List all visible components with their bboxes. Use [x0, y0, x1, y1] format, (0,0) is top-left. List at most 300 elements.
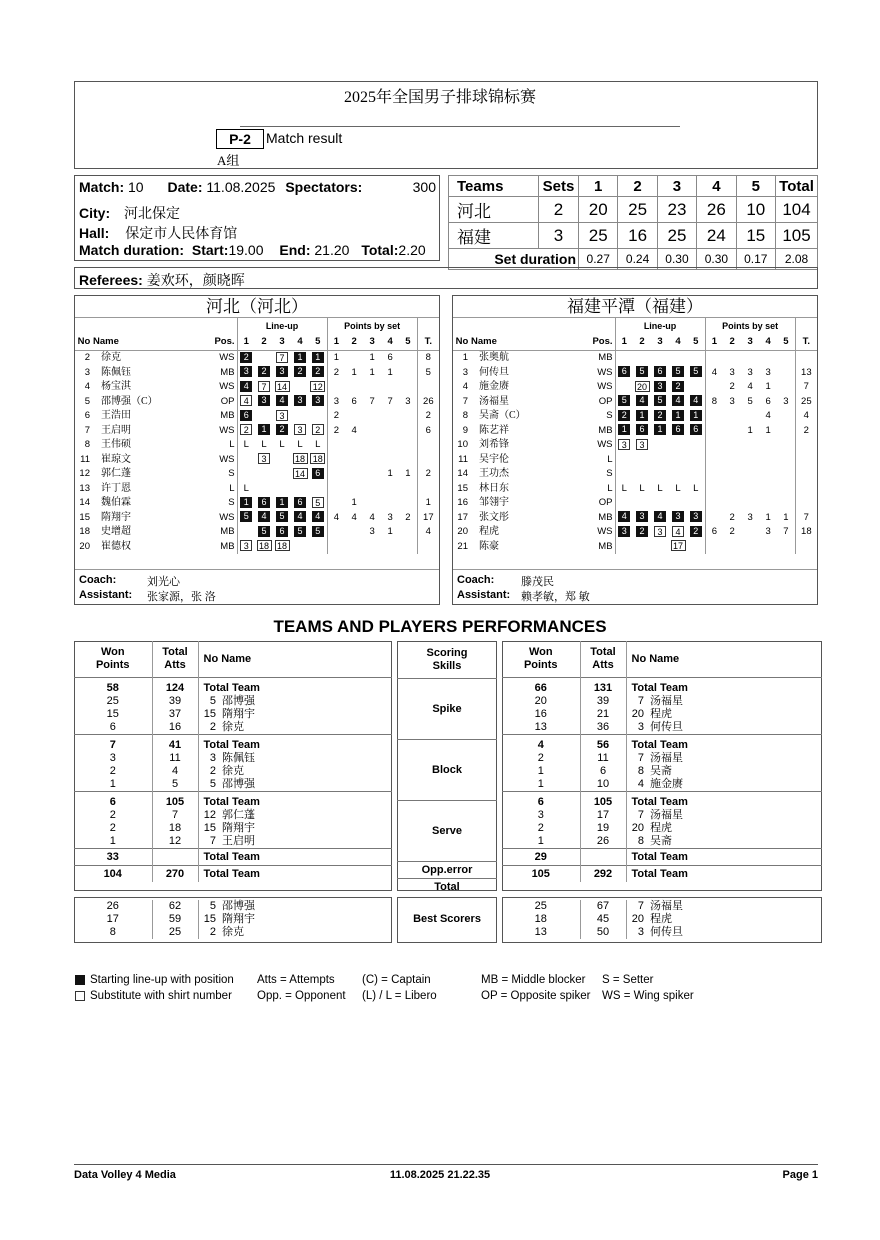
score-table-wrap [448, 175, 818, 270]
total-team-label: Total Team [631, 682, 688, 694]
starting-position-marker: 3 [312, 395, 324, 406]
player-name: 程虎 [650, 822, 672, 834]
skill-player-row [502, 809, 822, 822]
player-position: S [228, 468, 235, 479]
score-set-points: 25 [579, 223, 618, 249]
player-row [75, 496, 439, 511]
total-atts: 25 [152, 926, 198, 939]
starting-position-marker: 5 [258, 526, 270, 537]
spectators-label: Spectators: [285, 179, 363, 195]
lineup-cell [237, 540, 255, 555]
points-cell [741, 409, 759, 424]
total-atts: 4 [152, 765, 198, 778]
col-lineup-set: 5 [315, 335, 321, 347]
player-row [75, 525, 439, 540]
player-name: 郭仁蓬 [222, 809, 255, 821]
player-position: S [606, 410, 613, 421]
skill-label: Block [397, 740, 497, 801]
lineup-cell [615, 395, 633, 410]
coach-name: 刘光心 [147, 576, 180, 588]
set-duration: 0.30 [657, 249, 696, 270]
points-cell [777, 380, 795, 395]
lineup-cell [651, 511, 669, 526]
player-name: 魏伯霖 [101, 497, 131, 508]
col-no: No [455, 335, 469, 347]
player-row [75, 540, 439, 555]
points-cell [777, 438, 795, 453]
starting-position-marker: 6 [312, 468, 324, 479]
best-scorers-table-b [502, 900, 822, 939]
won-points: 3 [537, 809, 544, 821]
player-name: 史增超 [101, 526, 131, 537]
lineup-cell [615, 482, 633, 497]
legend-atts: Atts = Attempts [257, 974, 335, 986]
lineup-cell [273, 482, 291, 497]
player-number: 2 [209, 926, 216, 938]
player-number: 5 [209, 900, 216, 912]
lineup-cell [237, 438, 255, 453]
starting-position-marker: 2 [294, 366, 306, 377]
player-row [453, 540, 817, 555]
player-number: 2 [209, 721, 216, 733]
skill-total-row [502, 792, 822, 810]
player-total [417, 438, 439, 453]
points-cell [345, 351, 363, 366]
hall-value: 保定市人民体育馆 [125, 227, 238, 242]
score-header-total: Total [776, 176, 818, 197]
player-number: 9 [462, 424, 468, 436]
lineup-cell [237, 395, 255, 410]
player-name: 王伟硕 [101, 439, 131, 450]
score-set-points: 15 [736, 223, 775, 249]
player-name: 施金赓 [650, 778, 683, 790]
substitute-marker: 7 [258, 381, 270, 392]
points-cell: 4 [351, 511, 357, 523]
legend-s: S = Setter [602, 974, 654, 986]
player-position: OP [220, 395, 235, 407]
points-cell: 7 [369, 395, 375, 407]
substitute-marker: 20 [635, 381, 650, 392]
lineup-cell [615, 511, 633, 526]
roster-spacer [75, 318, 237, 334]
substitute-marker: 18 [257, 540, 272, 551]
empty-square-icon [75, 991, 85, 1001]
starting-position-marker: 2 [654, 410, 666, 421]
substitute-marker: 3 [258, 453, 270, 464]
player-name: 王启明 [101, 424, 131, 436]
won-points: 18 [534, 913, 547, 925]
player-name: 王功杰 [479, 468, 509, 479]
no-name-header: No Name [203, 652, 252, 665]
points-cell: 1 [765, 511, 771, 523]
player-position: S [228, 497, 235, 508]
points-cell: 1 [747, 424, 753, 436]
lineup-cell [669, 482, 687, 497]
won-points: 104 [103, 867, 122, 880]
points-cell [327, 482, 345, 497]
won-points: 25 [106, 695, 119, 707]
points-cell: 1 [351, 497, 357, 508]
starting-position-marker: 3 [636, 511, 648, 522]
points-cell: 1 [387, 366, 393, 378]
points-cell [777, 540, 795, 555]
player-position: WS [219, 381, 235, 392]
legend-text: Starting line-up with position [90, 974, 234, 986]
player-name: 何传旦 [650, 721, 683, 733]
total-atts: 7 [152, 809, 198, 822]
player-name: 王启明 [222, 835, 255, 847]
substitute-marker: 18 [293, 453, 308, 464]
points-cell [327, 380, 345, 395]
player-name: 陈佩钰 [101, 366, 131, 378]
total-atts: 26 [580, 835, 626, 849]
points-cell: 1 [765, 381, 771, 392]
player-name: 杨宝淇 [101, 381, 131, 392]
opp-error-label: Opp.error [397, 862, 497, 879]
points-cell: 3 [765, 366, 771, 378]
lineup-cell [615, 366, 633, 381]
player-number: 3 [84, 366, 90, 378]
player-row [75, 467, 439, 482]
starting-position-marker: 1 [618, 424, 630, 435]
total-atts: 11 [152, 752, 198, 765]
performance-table [502, 641, 822, 882]
player-number: 17 [457, 511, 468, 523]
player-position: S [606, 468, 613, 479]
player-row [75, 366, 439, 381]
lineup-cell [291, 540, 309, 555]
lineup-cell [255, 424, 273, 439]
lineup-cell [255, 409, 273, 424]
starting-position-marker: 1 [258, 424, 270, 435]
lineup-cell [687, 424, 705, 439]
team-a-roster-panel [74, 295, 440, 605]
lineup-cell [273, 380, 291, 395]
lineup-cell [651, 482, 669, 497]
city-value: 河北保定 [124, 207, 181, 222]
points-cell [759, 496, 777, 511]
points-cell [363, 496, 381, 511]
player-number: 7 [84, 424, 90, 436]
won-points: 2 [109, 822, 116, 834]
player-total: 2 [417, 409, 439, 424]
lineup-header: Line-up [615, 318, 705, 334]
player-row [75, 482, 439, 497]
starting-position-marker: 3 [654, 381, 666, 392]
total-team-label: Total Team [203, 796, 260, 808]
footer-page: Page 1 [782, 1169, 818, 1181]
score-sets-won: 3 [539, 223, 579, 249]
lineup-cell [687, 453, 705, 468]
score-header-set1: 1 [579, 176, 618, 197]
lineup-cell [669, 409, 687, 424]
player-total [795, 453, 817, 468]
starting-position-marker: 5 [276, 511, 288, 522]
points-cell [723, 409, 741, 424]
starting-position-marker: 4 [294, 511, 306, 522]
starting-position-marker: 1 [672, 410, 684, 421]
points-cell [399, 525, 417, 540]
total-atts: 62 [152, 900, 198, 913]
lineup-cell [651, 438, 669, 453]
starting-position-marker: 4 [636, 395, 648, 406]
won-points: 16 [534, 708, 547, 720]
points-cell: 6 [705, 525, 723, 540]
lineup-cell [309, 496, 327, 511]
lineup-cell [291, 467, 309, 482]
points-cell [345, 482, 363, 497]
won-points: 1 [537, 765, 544, 777]
skill-player-row [502, 708, 822, 721]
lineup-cell [669, 424, 687, 439]
lineup-cell [633, 511, 651, 526]
lineup-header: Line-up [237, 318, 327, 334]
lineup-cell [309, 395, 327, 410]
lineup-cell [273, 366, 291, 381]
skill-player-row [74, 708, 392, 721]
points-cell [381, 453, 399, 468]
total-team-label: Total Team [631, 867, 688, 880]
points-cell [741, 540, 759, 555]
substitute-marker: 4 [672, 526, 684, 537]
lineup-cell [633, 395, 651, 410]
col-lineup-set: 3 [657, 335, 663, 347]
player-name: 许丁恩 [101, 482, 131, 494]
player-total [417, 482, 439, 497]
page-title: 2025年全国男子排球锦标赛 [343, 89, 536, 106]
col-points-set: 3 [369, 335, 375, 347]
lineup-cell [633, 496, 651, 511]
lineup-cell [291, 409, 309, 424]
player-position: WS [219, 424, 235, 436]
starting-position-marker: 6 [636, 424, 648, 435]
lineup-cell [255, 482, 273, 497]
lineup-cell [237, 467, 255, 482]
best-scorer-row [502, 900, 822, 913]
score-row-team-b [449, 223, 818, 249]
points-cell: 4 [765, 410, 771, 421]
lineup-cell [687, 438, 705, 453]
starting-position-marker: 6 [276, 526, 288, 537]
points-cell [399, 496, 417, 511]
best-scorer-row [502, 926, 822, 939]
total-atts [580, 849, 626, 866]
points-cell [759, 438, 777, 453]
player-total [417, 540, 439, 555]
points-cell: 3 [747, 366, 753, 378]
total-label: Total [434, 880, 460, 893]
total-team-label: Total Team [203, 850, 260, 863]
player-total: 1 [417, 496, 439, 511]
points-cell [777, 409, 795, 424]
points-cell [705, 467, 723, 482]
points-cell [363, 540, 381, 555]
total-team-label: Total Team [203, 739, 260, 751]
substitute-marker: 2 [240, 424, 252, 435]
libero-marker: L [261, 439, 267, 450]
player-row [453, 525, 817, 540]
points-cell [381, 482, 399, 497]
player-name: 隋翔宇 [222, 913, 255, 925]
legend-captain: (C) = Captain [362, 974, 431, 986]
best-scorers-table [74, 900, 392, 939]
player-position: L [607, 453, 613, 465]
lineup-cell [255, 395, 273, 410]
skill-player-row [74, 809, 392, 822]
lineup-cell [237, 380, 255, 395]
points-cell [381, 424, 399, 439]
player-number: 2 [84, 352, 90, 363]
player-total [795, 467, 817, 482]
total-atts: 36 [580, 721, 626, 735]
roster-table [453, 318, 817, 554]
set-duration-label: Set duration [449, 249, 579, 270]
total-atts: 50 [580, 926, 626, 939]
skill-player-row [502, 721, 822, 735]
total-atts: 124 [152, 678, 198, 696]
roster-spacer [453, 318, 615, 334]
spectators-value: 300 [412, 179, 436, 195]
player-total: 5 [417, 366, 439, 381]
substitute-marker: 3 [276, 410, 288, 421]
skill-total-row [74, 792, 392, 810]
won-points: 2 [537, 822, 544, 834]
player-number: 7 [209, 835, 216, 847]
total-duration-value: 2.20 [398, 242, 426, 258]
player-number: 21 [457, 540, 468, 552]
team-b-staff [453, 569, 817, 604]
player-name: 徐克 [222, 926, 244, 938]
skill-player-row [502, 765, 822, 778]
total-atts: 39 [152, 695, 198, 708]
legend-starting [75, 974, 234, 986]
lineup-cell [273, 525, 291, 540]
points-cell [399, 366, 417, 381]
starting-position-marker: 2 [636, 526, 648, 537]
won-points: 2 [537, 752, 544, 764]
legend-mb: MB = Middle blocker [481, 974, 586, 986]
points-cell [723, 453, 741, 468]
performance-table-b [502, 641, 822, 882]
skill-total-row [74, 735, 392, 753]
player-name: 程虎 [479, 526, 499, 537]
player-number: 3 [209, 752, 216, 764]
skill-label: Spike [397, 679, 497, 740]
points-cell [777, 467, 795, 482]
points-cell: 6 [351, 395, 357, 407]
lineup-cell [669, 366, 687, 381]
points-cell [705, 496, 723, 511]
points-cell [327, 525, 345, 540]
player-position: WS [597, 526, 613, 537]
player-name: 陈豪 [479, 540, 499, 552]
points-cell [363, 482, 381, 497]
substitute-marker: 18 [310, 453, 325, 464]
player-name: 陈艺祥 [479, 424, 509, 436]
legend-text: Substitute with shirt number [90, 990, 232, 1002]
lineup-cell [291, 380, 309, 395]
player-number: 18 [79, 526, 90, 537]
points-cell [705, 511, 723, 526]
points-cell [345, 467, 363, 482]
points-cell: 6 [765, 395, 771, 407]
substitute-marker: 14 [275, 381, 290, 392]
starting-position-marker: 5 [240, 511, 252, 522]
won-points: 105 [531, 867, 550, 880]
footer-timestamp: 11.08.2025 21.22.35 [389, 1169, 491, 1181]
lineup-cell [237, 496, 255, 511]
points-cell: 3 [405, 395, 411, 407]
substitute-marker: 17 [671, 540, 686, 551]
points-cell [741, 453, 759, 468]
performance-table-skills [397, 641, 497, 895]
starting-position-marker: 2 [240, 352, 252, 363]
starting-position-marker: 5 [636, 366, 648, 377]
points-cell [723, 424, 741, 439]
player-row [453, 366, 817, 381]
player-total [795, 496, 817, 511]
set-duration: 0.27 [579, 249, 618, 270]
player-number: 5 [209, 778, 216, 790]
total-atts: 6 [580, 765, 626, 778]
starting-position-marker: 3 [294, 395, 306, 406]
total-team-label: Total Team [203, 867, 260, 880]
player-name: 何传旦 [479, 366, 509, 378]
lineup-cell [291, 496, 309, 511]
player-position: MB [598, 352, 613, 363]
lineup-cell [687, 511, 705, 526]
col-lineup-set: 2 [261, 335, 267, 347]
total-atts [152, 849, 198, 866]
player-number: 7 [637, 752, 644, 764]
starting-position-marker: 3 [240, 366, 252, 377]
player-number: 10 [457, 439, 468, 450]
referees-row [79, 270, 245, 290]
player-number: 8 [637, 835, 644, 847]
legend-libero: (L) / L = Libero [362, 990, 437, 1002]
player-number: 4 [84, 381, 90, 392]
points-cell: 3 [729, 395, 735, 407]
assistant-names: 赖孝敏，郑 敏 [521, 591, 590, 603]
player-row [453, 409, 817, 424]
starting-position-marker: 5 [654, 395, 666, 406]
substitute-marker: 18 [275, 540, 290, 551]
player-number: 2 [209, 765, 216, 777]
skill-player-row [74, 752, 392, 765]
best-scorers-table-a [74, 900, 392, 939]
starting-position-marker: 4 [672, 395, 684, 406]
player-position: L [607, 482, 613, 494]
points-cell: 3 [369, 526, 375, 537]
points-cell [723, 482, 741, 497]
player-row [453, 467, 817, 482]
player-number: 14 [79, 497, 90, 508]
won-points: 1 [537, 778, 544, 790]
libero-marker: L [315, 439, 321, 450]
player-name: 吴斋 [650, 835, 672, 847]
starting-position-marker: 2 [690, 526, 702, 537]
won-points: 13 [534, 926, 547, 938]
starting-position-marker: 5 [690, 366, 702, 377]
player-row [75, 453, 439, 468]
lineup-cell [687, 467, 705, 482]
player-number: 3 [637, 926, 644, 938]
lineup-cell [669, 351, 687, 366]
player-total: 8 [417, 351, 439, 366]
points-cell [777, 482, 795, 497]
points-cell [399, 453, 417, 468]
points-cell [741, 351, 759, 366]
